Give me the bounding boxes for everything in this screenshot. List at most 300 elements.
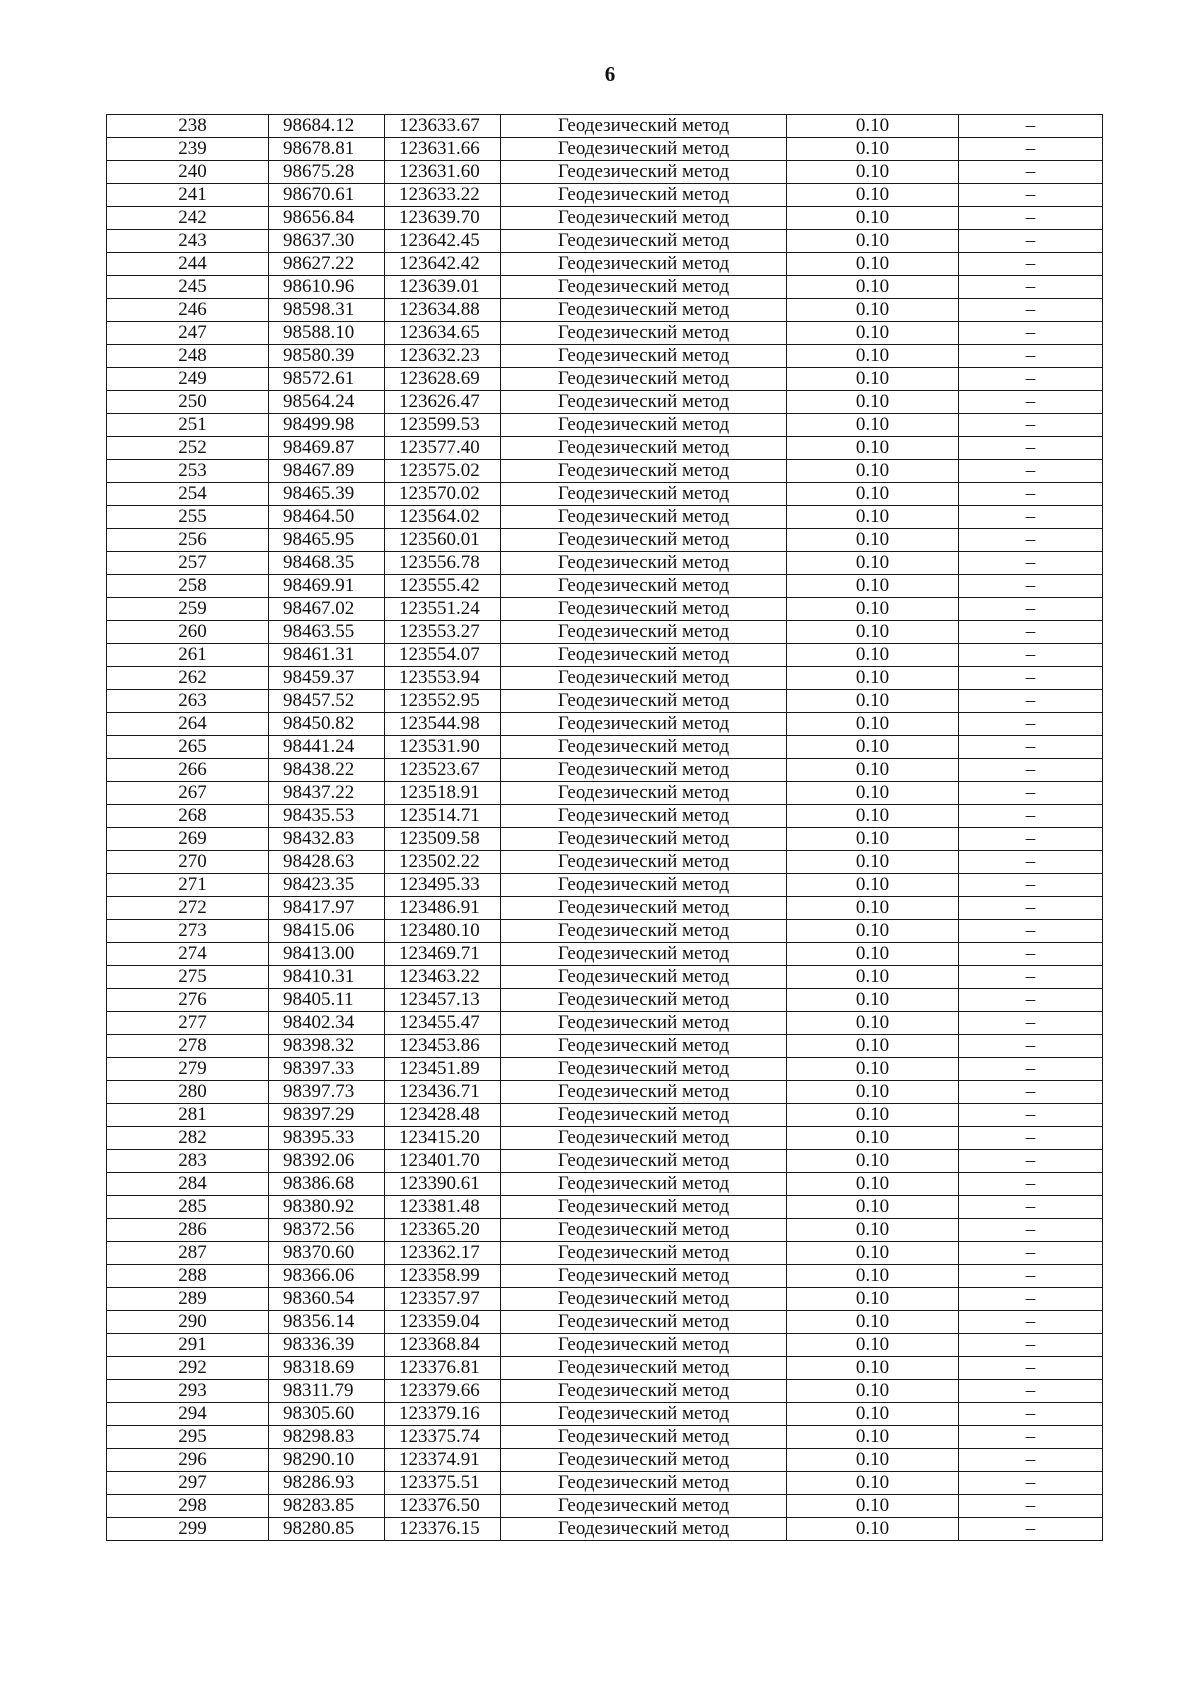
method-cell: Геодезический метод <box>501 897 787 920</box>
y-coordinate-cell: 123634.65 <box>385 322 501 345</box>
x-coordinate-cell: 98675.28 <box>269 161 385 184</box>
description-cell: – <box>959 1380 1103 1403</box>
method-cell: Геодезический метод <box>501 322 787 345</box>
table-row <box>107 1357 1103 1380</box>
y-coordinate-cell: 123556.78 <box>385 552 501 575</box>
description-cell: – <box>959 575 1103 598</box>
table-row <box>107 1311 1103 1334</box>
description-cell: – <box>959 1288 1103 1311</box>
accuracy-cell: 0.10 <box>787 575 959 598</box>
point-number-cell: 282 <box>107 1127 269 1150</box>
method-cell: Геодезический метод <box>501 759 787 782</box>
accuracy-cell: 0.10 <box>787 437 959 460</box>
point-number-cell: 274 <box>107 943 269 966</box>
point-number-cell: 249 <box>107 368 269 391</box>
x-coordinate-cell: 98356.14 <box>269 1311 385 1334</box>
table-row <box>107 759 1103 782</box>
method-cell: Геодезический метод <box>501 713 787 736</box>
table-row <box>107 161 1103 184</box>
description-cell: – <box>959 253 1103 276</box>
method-cell: Геодезический метод <box>501 966 787 989</box>
x-coordinate-cell: 98467.89 <box>269 460 385 483</box>
accuracy-cell: 0.10 <box>787 230 959 253</box>
accuracy-cell: 0.10 <box>787 667 959 690</box>
point-number-cell: 263 <box>107 690 269 713</box>
x-coordinate-cell: 98318.69 <box>269 1357 385 1380</box>
x-coordinate-cell: 98413.00 <box>269 943 385 966</box>
accuracy-cell: 0.10 <box>787 138 959 161</box>
x-coordinate-cell: 98499.98 <box>269 414 385 437</box>
description-cell: – <box>959 299 1103 322</box>
accuracy-cell: 0.10 <box>787 782 959 805</box>
point-number-cell: 288 <box>107 1265 269 1288</box>
point-number-cell: 294 <box>107 1403 269 1426</box>
point-number-cell: 251 <box>107 414 269 437</box>
method-cell: Геодезический метод <box>501 1219 787 1242</box>
accuracy-cell: 0.10 <box>787 1196 959 1219</box>
point-number-cell: 276 <box>107 989 269 1012</box>
description-cell: – <box>959 1426 1103 1449</box>
x-coordinate-cell: 98397.29 <box>269 1104 385 1127</box>
x-coordinate-cell: 98459.37 <box>269 667 385 690</box>
method-cell: Геодезический метод <box>501 1058 787 1081</box>
point-number-cell: 298 <box>107 1495 269 1518</box>
x-coordinate-cell: 98290.10 <box>269 1449 385 1472</box>
table-row <box>107 368 1103 391</box>
y-coordinate-cell: 123358.99 <box>385 1265 501 1288</box>
description-cell: – <box>959 115 1103 138</box>
x-coordinate-cell: 98450.82 <box>269 713 385 736</box>
accuracy-cell: 0.10 <box>787 1173 959 1196</box>
y-coordinate-cell: 123642.42 <box>385 253 501 276</box>
y-coordinate-cell: 123523.67 <box>385 759 501 782</box>
point-number-cell: 247 <box>107 322 269 345</box>
table-row <box>107 184 1103 207</box>
description-cell: – <box>959 1357 1103 1380</box>
method-cell: Геодезический метод <box>501 1150 787 1173</box>
x-coordinate-cell: 98405.11 <box>269 989 385 1012</box>
description-cell: – <box>959 1150 1103 1173</box>
table-row <box>107 667 1103 690</box>
point-number-cell: 267 <box>107 782 269 805</box>
x-coordinate-cell: 98402.34 <box>269 1012 385 1035</box>
accuracy-cell: 0.10 <box>787 621 959 644</box>
table-row <box>107 529 1103 552</box>
y-coordinate-cell: 123639.70 <box>385 207 501 230</box>
y-coordinate-cell: 123463.22 <box>385 966 501 989</box>
description-cell: – <box>959 345 1103 368</box>
table-row <box>107 1380 1103 1403</box>
table-row <box>107 138 1103 161</box>
table-row <box>107 1334 1103 1357</box>
table-row <box>107 276 1103 299</box>
method-cell: Геодезический метод <box>501 1472 787 1495</box>
coordinates-table <box>106 114 1103 1541</box>
x-coordinate-cell: 98469.91 <box>269 575 385 598</box>
point-number-cell: 240 <box>107 161 269 184</box>
description-cell: – <box>959 1127 1103 1150</box>
description-cell: – <box>959 230 1103 253</box>
description-cell: – <box>959 1035 1103 1058</box>
point-number-cell: 262 <box>107 667 269 690</box>
x-coordinate-cell: 98670.61 <box>269 184 385 207</box>
y-coordinate-cell: 123453.86 <box>385 1035 501 1058</box>
x-coordinate-cell: 98398.32 <box>269 1035 385 1058</box>
description-cell: – <box>959 506 1103 529</box>
table-row <box>107 874 1103 897</box>
description-cell: – <box>959 1196 1103 1219</box>
description-cell: – <box>959 598 1103 621</box>
description-cell: – <box>959 828 1103 851</box>
point-number-cell: 244 <box>107 253 269 276</box>
accuracy-cell: 0.10 <box>787 115 959 138</box>
point-number-cell: 256 <box>107 529 269 552</box>
point-number-cell: 270 <box>107 851 269 874</box>
x-coordinate-cell: 98564.24 <box>269 391 385 414</box>
point-number-cell: 246 <box>107 299 269 322</box>
table-row <box>107 1104 1103 1127</box>
y-coordinate-cell: 123451.89 <box>385 1058 501 1081</box>
accuracy-cell: 0.10 <box>787 414 959 437</box>
description-cell: – <box>959 759 1103 782</box>
accuracy-cell: 0.10 <box>787 1288 959 1311</box>
method-cell: Геодезический метод <box>501 253 787 276</box>
description-cell: – <box>959 736 1103 759</box>
accuracy-cell: 0.10 <box>787 690 959 713</box>
table-row <box>107 966 1103 989</box>
description-cell: – <box>959 1518 1103 1541</box>
accuracy-cell: 0.10 <box>787 897 959 920</box>
description-cell: – <box>959 713 1103 736</box>
method-cell: Геодезический метод <box>501 529 787 552</box>
method-cell: Геодезический метод <box>501 345 787 368</box>
accuracy-cell: 0.10 <box>787 874 959 897</box>
x-coordinate-cell: 98457.52 <box>269 690 385 713</box>
point-number-cell: 248 <box>107 345 269 368</box>
accuracy-cell: 0.10 <box>787 966 959 989</box>
accuracy-cell: 0.10 <box>787 1357 959 1380</box>
x-coordinate-cell: 98468.35 <box>269 552 385 575</box>
x-coordinate-cell: 98380.92 <box>269 1196 385 1219</box>
y-coordinate-cell: 123376.50 <box>385 1495 501 1518</box>
method-cell: Геодезический метод <box>501 644 787 667</box>
accuracy-cell: 0.10 <box>787 299 959 322</box>
point-number-cell: 268 <box>107 805 269 828</box>
point-number-cell: 258 <box>107 575 269 598</box>
table-row <box>107 1518 1103 1541</box>
x-coordinate-cell: 98461.31 <box>269 644 385 667</box>
method-cell: Геодезический метод <box>501 667 787 690</box>
point-number-cell: 287 <box>107 1242 269 1265</box>
y-coordinate-cell: 123379.66 <box>385 1380 501 1403</box>
point-number-cell: 293 <box>107 1380 269 1403</box>
description-cell: – <box>959 966 1103 989</box>
accuracy-cell: 0.10 <box>787 506 959 529</box>
description-cell: – <box>959 690 1103 713</box>
method-cell: Геодезический метод <box>501 1012 787 1035</box>
method-cell: Геодезический метод <box>501 207 787 230</box>
y-coordinate-cell: 123555.42 <box>385 575 501 598</box>
x-coordinate-cell: 98610.96 <box>269 276 385 299</box>
method-cell: Геодезический метод <box>501 368 787 391</box>
table-row <box>107 1449 1103 1472</box>
description-cell: – <box>959 1104 1103 1127</box>
y-coordinate-cell: 123634.88 <box>385 299 501 322</box>
description-cell: – <box>959 943 1103 966</box>
point-number-cell: 239 <box>107 138 269 161</box>
point-number-cell: 296 <box>107 1449 269 1472</box>
x-coordinate-cell: 98438.22 <box>269 759 385 782</box>
table-row <box>107 1035 1103 1058</box>
point-number-cell: 260 <box>107 621 269 644</box>
table-row <box>107 322 1103 345</box>
table-row <box>107 299 1103 322</box>
accuracy-cell: 0.10 <box>787 920 959 943</box>
description-cell: – <box>959 529 1103 552</box>
method-cell: Геодезический метод <box>501 920 787 943</box>
point-number-cell: 252 <box>107 437 269 460</box>
point-number-cell: 272 <box>107 897 269 920</box>
table-row <box>107 1219 1103 1242</box>
table-row <box>107 575 1103 598</box>
y-coordinate-cell: 123509.58 <box>385 828 501 851</box>
point-number-cell: 255 <box>107 506 269 529</box>
y-coordinate-cell: 123436.71 <box>385 1081 501 1104</box>
y-coordinate-cell: 123577.40 <box>385 437 501 460</box>
point-number-cell: 261 <box>107 644 269 667</box>
point-number-cell: 292 <box>107 1357 269 1380</box>
table-row <box>107 414 1103 437</box>
description-cell: – <box>959 897 1103 920</box>
y-coordinate-cell: 123575.02 <box>385 460 501 483</box>
x-coordinate-cell: 98428.63 <box>269 851 385 874</box>
description-cell: – <box>959 1219 1103 1242</box>
accuracy-cell: 0.10 <box>787 483 959 506</box>
y-coordinate-cell: 123368.84 <box>385 1334 501 1357</box>
accuracy-cell: 0.10 <box>787 1403 959 1426</box>
y-coordinate-cell: 123560.01 <box>385 529 501 552</box>
y-coordinate-cell: 123514.71 <box>385 805 501 828</box>
x-coordinate-cell: 98637.30 <box>269 230 385 253</box>
x-coordinate-cell: 98417.97 <box>269 897 385 920</box>
y-coordinate-cell: 123518.91 <box>385 782 501 805</box>
accuracy-cell: 0.10 <box>787 1058 959 1081</box>
description-cell: – <box>959 414 1103 437</box>
x-coordinate-cell: 98598.31 <box>269 299 385 322</box>
description-cell: – <box>959 1173 1103 1196</box>
description-cell: – <box>959 851 1103 874</box>
table-body <box>107 115 1103 1541</box>
method-cell: Геодезический метод <box>501 989 787 1012</box>
accuracy-cell: 0.10 <box>787 460 959 483</box>
y-coordinate-cell: 123469.71 <box>385 943 501 966</box>
table-row <box>107 1288 1103 1311</box>
method-cell: Геодезический метод <box>501 782 787 805</box>
description-cell: – <box>959 1058 1103 1081</box>
accuracy-cell: 0.10 <box>787 805 959 828</box>
x-coordinate-cell: 98441.24 <box>269 736 385 759</box>
table-row <box>107 391 1103 414</box>
x-coordinate-cell: 98397.73 <box>269 1081 385 1104</box>
description-cell: – <box>959 460 1103 483</box>
point-number-cell: 275 <box>107 966 269 989</box>
accuracy-cell: 0.10 <box>787 1219 959 1242</box>
x-coordinate-cell: 98360.54 <box>269 1288 385 1311</box>
table-row <box>107 1403 1103 1426</box>
table-row <box>107 943 1103 966</box>
y-coordinate-cell: 123552.95 <box>385 690 501 713</box>
accuracy-cell: 0.10 <box>787 552 959 575</box>
point-number-cell: 273 <box>107 920 269 943</box>
x-coordinate-cell: 98437.22 <box>269 782 385 805</box>
x-coordinate-cell: 98588.10 <box>269 322 385 345</box>
accuracy-cell: 0.10 <box>787 391 959 414</box>
description-cell: – <box>959 1081 1103 1104</box>
accuracy-cell: 0.10 <box>787 207 959 230</box>
table-row <box>107 621 1103 644</box>
table-row <box>107 207 1103 230</box>
x-coordinate-cell: 98627.22 <box>269 253 385 276</box>
description-cell: – <box>959 207 1103 230</box>
x-coordinate-cell: 98572.61 <box>269 368 385 391</box>
method-cell: Геодезический метод <box>501 621 787 644</box>
method-cell: Геодезический метод <box>501 1173 787 1196</box>
description-cell: – <box>959 552 1103 575</box>
table-row <box>107 1127 1103 1150</box>
description-cell: – <box>959 1311 1103 1334</box>
y-coordinate-cell: 123457.13 <box>385 989 501 1012</box>
x-coordinate-cell: 98465.39 <box>269 483 385 506</box>
accuracy-cell: 0.10 <box>787 161 959 184</box>
table-row <box>107 1242 1103 1265</box>
method-cell: Геодезический метод <box>501 552 787 575</box>
point-number-cell: 285 <box>107 1196 269 1219</box>
y-coordinate-cell: 123639.01 <box>385 276 501 299</box>
accuracy-cell: 0.10 <box>787 713 959 736</box>
method-cell: Геодезический метод <box>501 460 787 483</box>
description-cell: – <box>959 322 1103 345</box>
y-coordinate-cell: 123544.98 <box>385 713 501 736</box>
point-number-cell: 264 <box>107 713 269 736</box>
point-number-cell: 250 <box>107 391 269 414</box>
accuracy-cell: 0.10 <box>787 1380 959 1403</box>
point-number-cell: 238 <box>107 115 269 138</box>
x-coordinate-cell: 98423.35 <box>269 874 385 897</box>
x-coordinate-cell: 98684.12 <box>269 115 385 138</box>
y-coordinate-cell: 123376.15 <box>385 1518 501 1541</box>
x-coordinate-cell: 98395.33 <box>269 1127 385 1150</box>
y-coordinate-cell: 123633.67 <box>385 115 501 138</box>
table-row <box>107 1150 1103 1173</box>
description-cell: – <box>959 644 1103 667</box>
point-number-cell: 280 <box>107 1081 269 1104</box>
point-number-cell: 290 <box>107 1311 269 1334</box>
point-number-cell: 245 <box>107 276 269 299</box>
description-cell: – <box>959 989 1103 1012</box>
accuracy-cell: 0.10 <box>787 1334 959 1357</box>
y-coordinate-cell: 123599.53 <box>385 414 501 437</box>
x-coordinate-cell: 98410.31 <box>269 966 385 989</box>
y-coordinate-cell: 123486.91 <box>385 897 501 920</box>
y-coordinate-cell: 123642.45 <box>385 230 501 253</box>
method-cell: Геодезический метод <box>501 1242 787 1265</box>
point-number-cell: 271 <box>107 874 269 897</box>
table-row <box>107 253 1103 276</box>
method-cell: Геодезический метод <box>501 1449 787 1472</box>
x-coordinate-cell: 98415.06 <box>269 920 385 943</box>
table-row <box>107 1196 1103 1219</box>
y-coordinate-cell: 123375.74 <box>385 1426 501 1449</box>
accuracy-cell: 0.10 <box>787 1012 959 1035</box>
y-coordinate-cell: 123628.69 <box>385 368 501 391</box>
accuracy-cell: 0.10 <box>787 1104 959 1127</box>
accuracy-cell: 0.10 <box>787 345 959 368</box>
method-cell: Геодезический метод <box>501 1403 787 1426</box>
method-cell: Геодезический метод <box>501 1104 787 1127</box>
method-cell: Геодезический метод <box>501 943 787 966</box>
y-coordinate-cell: 123631.60 <box>385 161 501 184</box>
point-number-cell: 242 <box>107 207 269 230</box>
x-coordinate-cell: 98463.55 <box>269 621 385 644</box>
accuracy-cell: 0.10 <box>787 1495 959 1518</box>
accuracy-cell: 0.10 <box>787 1242 959 1265</box>
x-coordinate-cell: 98372.56 <box>269 1219 385 1242</box>
point-number-cell: 281 <box>107 1104 269 1127</box>
point-number-cell: 286 <box>107 1219 269 1242</box>
method-cell: Геодезический метод <box>501 851 787 874</box>
method-cell: Геодезический метод <box>501 391 787 414</box>
method-cell: Геодезический метод <box>501 276 787 299</box>
description-cell: – <box>959 782 1103 805</box>
y-coordinate-cell: 123379.16 <box>385 1403 501 1426</box>
description-cell: – <box>959 276 1103 299</box>
description-cell: – <box>959 184 1103 207</box>
method-cell: Геодезический метод <box>501 1035 787 1058</box>
accuracy-cell: 0.10 <box>787 322 959 345</box>
description-cell: – <box>959 621 1103 644</box>
method-cell: Геодезический метод <box>501 575 787 598</box>
table-row <box>107 598 1103 621</box>
accuracy-cell: 0.10 <box>787 989 959 1012</box>
x-coordinate-cell: 98435.53 <box>269 805 385 828</box>
description-cell: – <box>959 391 1103 414</box>
point-number-cell: 243 <box>107 230 269 253</box>
point-number-cell: 266 <box>107 759 269 782</box>
method-cell: Геодезический метод <box>501 736 787 759</box>
method-cell: Геодезический метод <box>501 299 787 322</box>
method-cell: Геодезический метод <box>501 414 787 437</box>
table-row <box>107 1012 1103 1035</box>
y-coordinate-cell: 123495.33 <box>385 874 501 897</box>
accuracy-cell: 0.10 <box>787 736 959 759</box>
y-coordinate-cell: 123390.61 <box>385 1173 501 1196</box>
method-cell: Геодезический метод <box>501 138 787 161</box>
x-coordinate-cell: 98678.81 <box>269 138 385 161</box>
point-number-cell: 283 <box>107 1150 269 1173</box>
description-cell: – <box>959 1242 1103 1265</box>
y-coordinate-cell: 123551.24 <box>385 598 501 621</box>
point-number-cell: 253 <box>107 460 269 483</box>
y-coordinate-cell: 123570.02 <box>385 483 501 506</box>
accuracy-cell: 0.10 <box>787 1518 959 1541</box>
method-cell: Геодезический метод <box>501 1518 787 1541</box>
method-cell: Геодезический метод <box>501 1288 787 1311</box>
accuracy-cell: 0.10 <box>787 1449 959 1472</box>
method-cell: Геодезический метод <box>501 184 787 207</box>
y-coordinate-cell: 123553.94 <box>385 667 501 690</box>
y-coordinate-cell: 123480.10 <box>385 920 501 943</box>
accuracy-cell: 0.10 <box>787 1035 959 1058</box>
